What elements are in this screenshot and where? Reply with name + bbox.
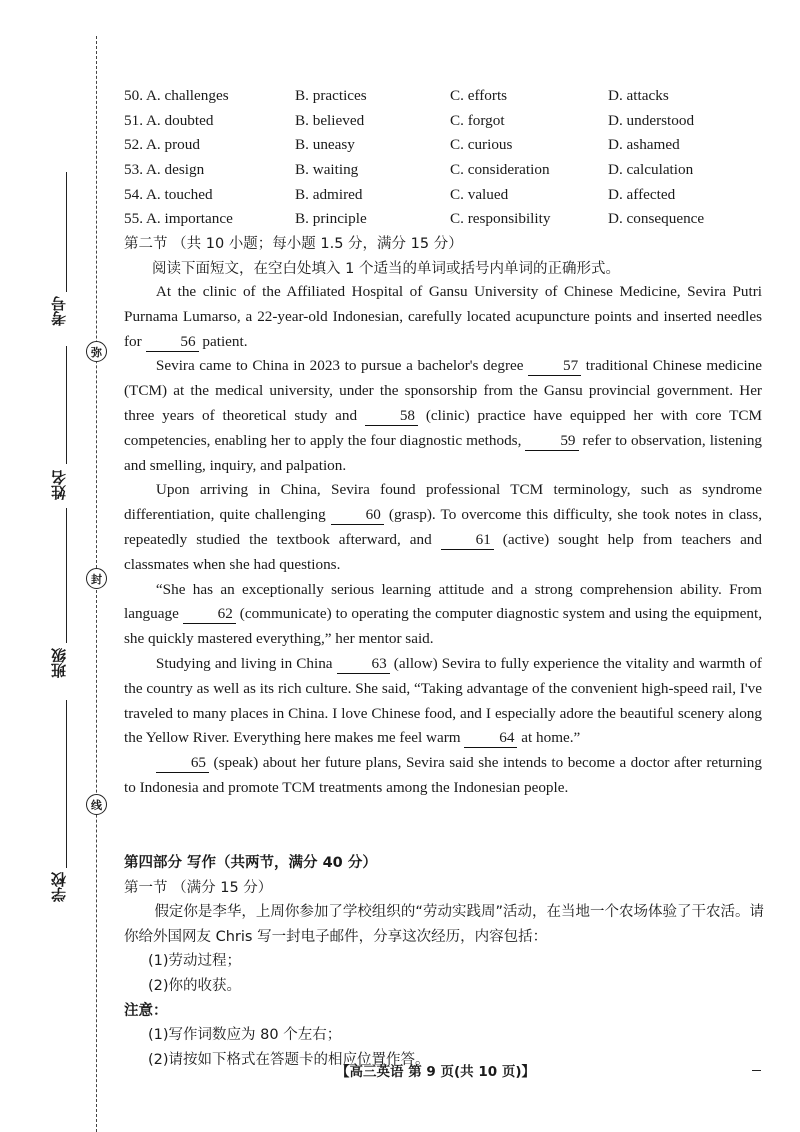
option-d: D. consequence [608, 210, 705, 228]
passage-text: (speak) about her future plans, Sevira said she intends to become a doctor after returning to Indonesia and promote TCM treatments among the Indonesian people. [124, 754, 762, 796]
passage-text: At the clinic of the Affiliated Hospital of Gansu University of Chinese Medicine, Sevira Putri Purnama Lumarso, a 22-year-old Indonesian, carefully located acupuncture points and inserted needles for [124, 283, 762, 350]
passage-text: (clinic) practice have equipped her with core TCM competencies, enabling her to apply the four diagnostic methods, [124, 406, 763, 449]
passage-text: traditional Chinese medicine (TCM) at the medical university, under the sponsorship from the Gansu provincial government. Her three years of theoretical study and [124, 357, 763, 424]
question-number: 50. [124, 87, 143, 105]
option-c: C. forgot [450, 111, 505, 129]
question-number: 52. [124, 136, 143, 154]
option-a: A. challenges [145, 87, 229, 105]
option-row [124, 84, 764, 109]
options-table [124, 84, 764, 232]
passage-paragraph [124, 280, 762, 354]
seal-char-mi: 弥 [86, 341, 107, 362]
section2-instruction: 阅读下面短文，在空白处填入 1 个适当的单词或括号内单词的正确形式。 [152, 261, 620, 277]
option-d: D. calculation [608, 161, 694, 179]
exam-no-label: 考号 [50, 296, 68, 326]
content-point: (2)你的收获。 [148, 977, 242, 994]
passage-text: (grasp). To overcome this difficulty, she took notes in class, repeatedly studied the textbook afterward, and [124, 506, 763, 548]
passage-text: “She has an exceptionally serious learning attitude and a strong comprehension ability. From language [124, 580, 762, 623]
part4-heading: 第四部分 写作（共两节，满分 40 分） [124, 855, 377, 871]
passage-paragraph [124, 751, 762, 801]
seal-char-xian: 线 [86, 794, 107, 815]
passage-text: Upon arriving in China, Sevira found professional TCM terminology, such as syndrome differentiation, quite challenging [124, 481, 762, 524]
writing-section [124, 851, 764, 1072]
notes-label: 注意： [124, 1002, 168, 1019]
passage-text: at home.” [517, 729, 581, 747]
passage-paragraph [124, 578, 762, 652]
corner-mark [752, 1070, 761, 1071]
content-point: (1)劳动过程； [148, 953, 242, 970]
blank-61: 61 [441, 531, 494, 550]
passage-text: Sevira came to China in 2023 to pursue a bachelor's degree [155, 357, 529, 375]
option-row [124, 182, 764, 207]
option-d: D. ashamed [608, 136, 680, 154]
blank-57: 57 [528, 357, 581, 376]
seal-char-feng: 封 [86, 568, 107, 589]
option-c: C. valued [450, 185, 509, 203]
question-number: 53. [124, 161, 143, 179]
school-rule [66, 700, 67, 868]
writing-section1-heading: 第一节 （满分 15 分） [124, 879, 273, 896]
passage-text: (active) sought help from teachers and classmates when she had questions. [124, 530, 762, 573]
option-d: D. understood [608, 111, 695, 129]
question-number: 51. [124, 111, 143, 129]
option-a: A. touched [145, 185, 213, 203]
option-row [124, 109, 764, 134]
option-row [124, 133, 764, 158]
school-label: 学校 [50, 872, 68, 902]
blank-60: 60 [331, 506, 384, 525]
option-c: C. curious [450, 136, 513, 154]
option-b: B. practices [295, 87, 367, 105]
blank-62: 62 [183, 605, 236, 624]
blank-64: 64 [464, 729, 517, 748]
passage-text: patient. [198, 332, 248, 350]
passage-text: (allow) Sevira to fully experience the vitality and warmth of the country as well as its rich culture. She said, “Taking advantage of the convenient high-speed rail, I've traveled to many places in China. I love Chinese food, and I especially adore the beautiful scenery along the Yellow River. Everything here makes me feel warm [124, 654, 762, 747]
name-rule [66, 346, 67, 464]
passage-paragraph [124, 652, 762, 751]
option-a: A. proud [145, 136, 200, 154]
blank-58: 58 [365, 407, 418, 426]
option-row [124, 158, 764, 183]
option-c: C. responsibility [450, 210, 551, 228]
passage-text: (communicate) to operating the computer diagnostic system and using the equipment, she quickly mastered everything,” her mentor said. [124, 605, 762, 648]
passage-paragraph [124, 354, 762, 478]
blank-63: 63 [337, 655, 390, 674]
question-number: 55. [124, 210, 143, 228]
class-rule [66, 508, 67, 643]
option-a: A. design [145, 161, 205, 179]
exam-no-rule [66, 172, 67, 292]
option-b: B. admired [295, 185, 363, 203]
writing-prompt: 假定你是李华，上周你参加了学校组织的“劳动实践周”活动，在当地一个农场体验了干农活。请你给外国网友 Chris 写一封电子邮件，分享这次经历，内容包括： [124, 904, 764, 945]
section2-heading: 第二节 （共 10 小题；每小题 1.5 分，满分 15 分） [124, 236, 463, 252]
name-label: 姓名 [50, 470, 68, 500]
passage-text: refer to observation, listening and smelling, inquiry, and palpation. [124, 431, 763, 474]
passage-paragraph [124, 478, 762, 577]
option-a: A. importance [145, 210, 233, 228]
cloze-passage [124, 280, 762, 801]
binding-margin [0, 0, 120, 1132]
option-c: C. efforts [450, 87, 508, 105]
option-b: B. waiting [295, 161, 359, 179]
note-item: (2)请按如下格式在答题卡的相应位置作答。 [148, 1051, 430, 1068]
blank-59: 59 [525, 432, 578, 451]
question-number: 54. [124, 185, 143, 203]
option-d: D. affected [608, 185, 676, 203]
option-d: D. attacks [608, 87, 669, 105]
note-item: (1)写作词数应为 80 个左右； [148, 1027, 342, 1044]
blank-65: 65 [156, 754, 209, 773]
option-c: C. consideration [450, 161, 550, 179]
option-a: A. doubted [145, 111, 214, 129]
passage-text: Studying and living in China [155, 654, 337, 672]
option-b: B. believed [295, 111, 365, 129]
option-b: B. uneasy [295, 136, 355, 154]
option-row [124, 207, 764, 232]
blank-56: 56 [146, 333, 199, 352]
class-label: 班级 [50, 648, 68, 678]
page-footer: 【高三英语 第 9 页(共 10 页)】 [336, 1064, 536, 1080]
option-b: B. principle [295, 210, 367, 228]
